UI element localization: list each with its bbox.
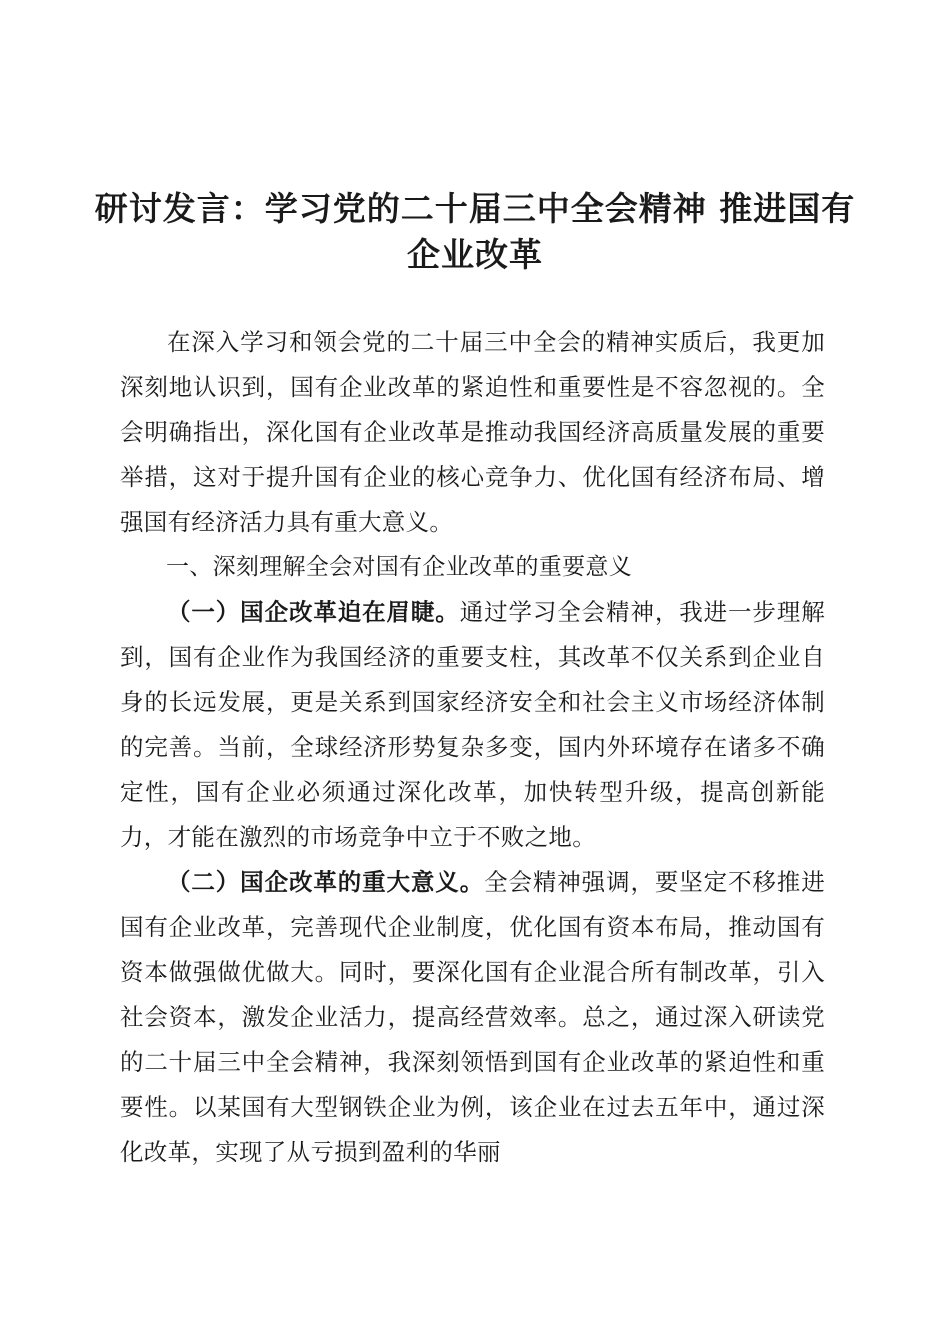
subsection-paragraph-2 [120,860,825,1175]
document-body [120,320,825,1175]
subsection-lead-1: （一）国企改革迫在眉睫。 [167,598,460,626]
subsection-lead-2: （二）国企改革的重大意义。 [167,868,485,896]
subsection-text-2: 全会精神强调，要坚定不移推进国有企业改革，完善现代企业制度，优化国有资本布局，推动国有资本做强做优做大。同时，要深化国有企业混合所有制改革，引入社会资本，激发企业活力，提高经营效率。总之，通过深入研读党的二十届三中全会精神，我深刻领悟到国有企业改革的紧迫性和重要性。以某国有大型钢铁企业为例，该企业在过去五年中，通过深化改革，实现了从亏损到盈利的华丽 [120,868,826,1166]
document-title: 研讨发言：学习党的二十届三中全会精神 推进国有企业改革 [94,189,856,274]
intro-paragraph: 在深入学习和领会党的二十届三中全会的精神实质后，我更加深刻地认识到，国有企业改革的紧迫性和重要性是不容忽视的。全会明确指出，深化国有企业改革是推动我国经济高质量发展的重要举措，这对于提升国有企业的核心竞争力、优化国有经济布局、增强国有经济活力具有重大意义。 [120,328,825,536]
subsection-paragraph-1 [120,590,825,860]
subsection-text-1: 通过学习全会精神，我进一步理解到，国有企业作为我国经济的重要支柱，其改革不仅关系到企业自身的长远发展，更是关系到国家经济安全和社会主义市场经济体制的完善。当前，全球经济形势复杂多变，国内外环境存在诸多不确定性，国有企业必须通过深化改革，加快转型升级，提高创新能力，才能在激烈的市场竞争中立于不败之地。 [120,598,825,851]
section-heading: 一、深刻理解全会对国有企业改革的重要意义 [166,554,632,580]
